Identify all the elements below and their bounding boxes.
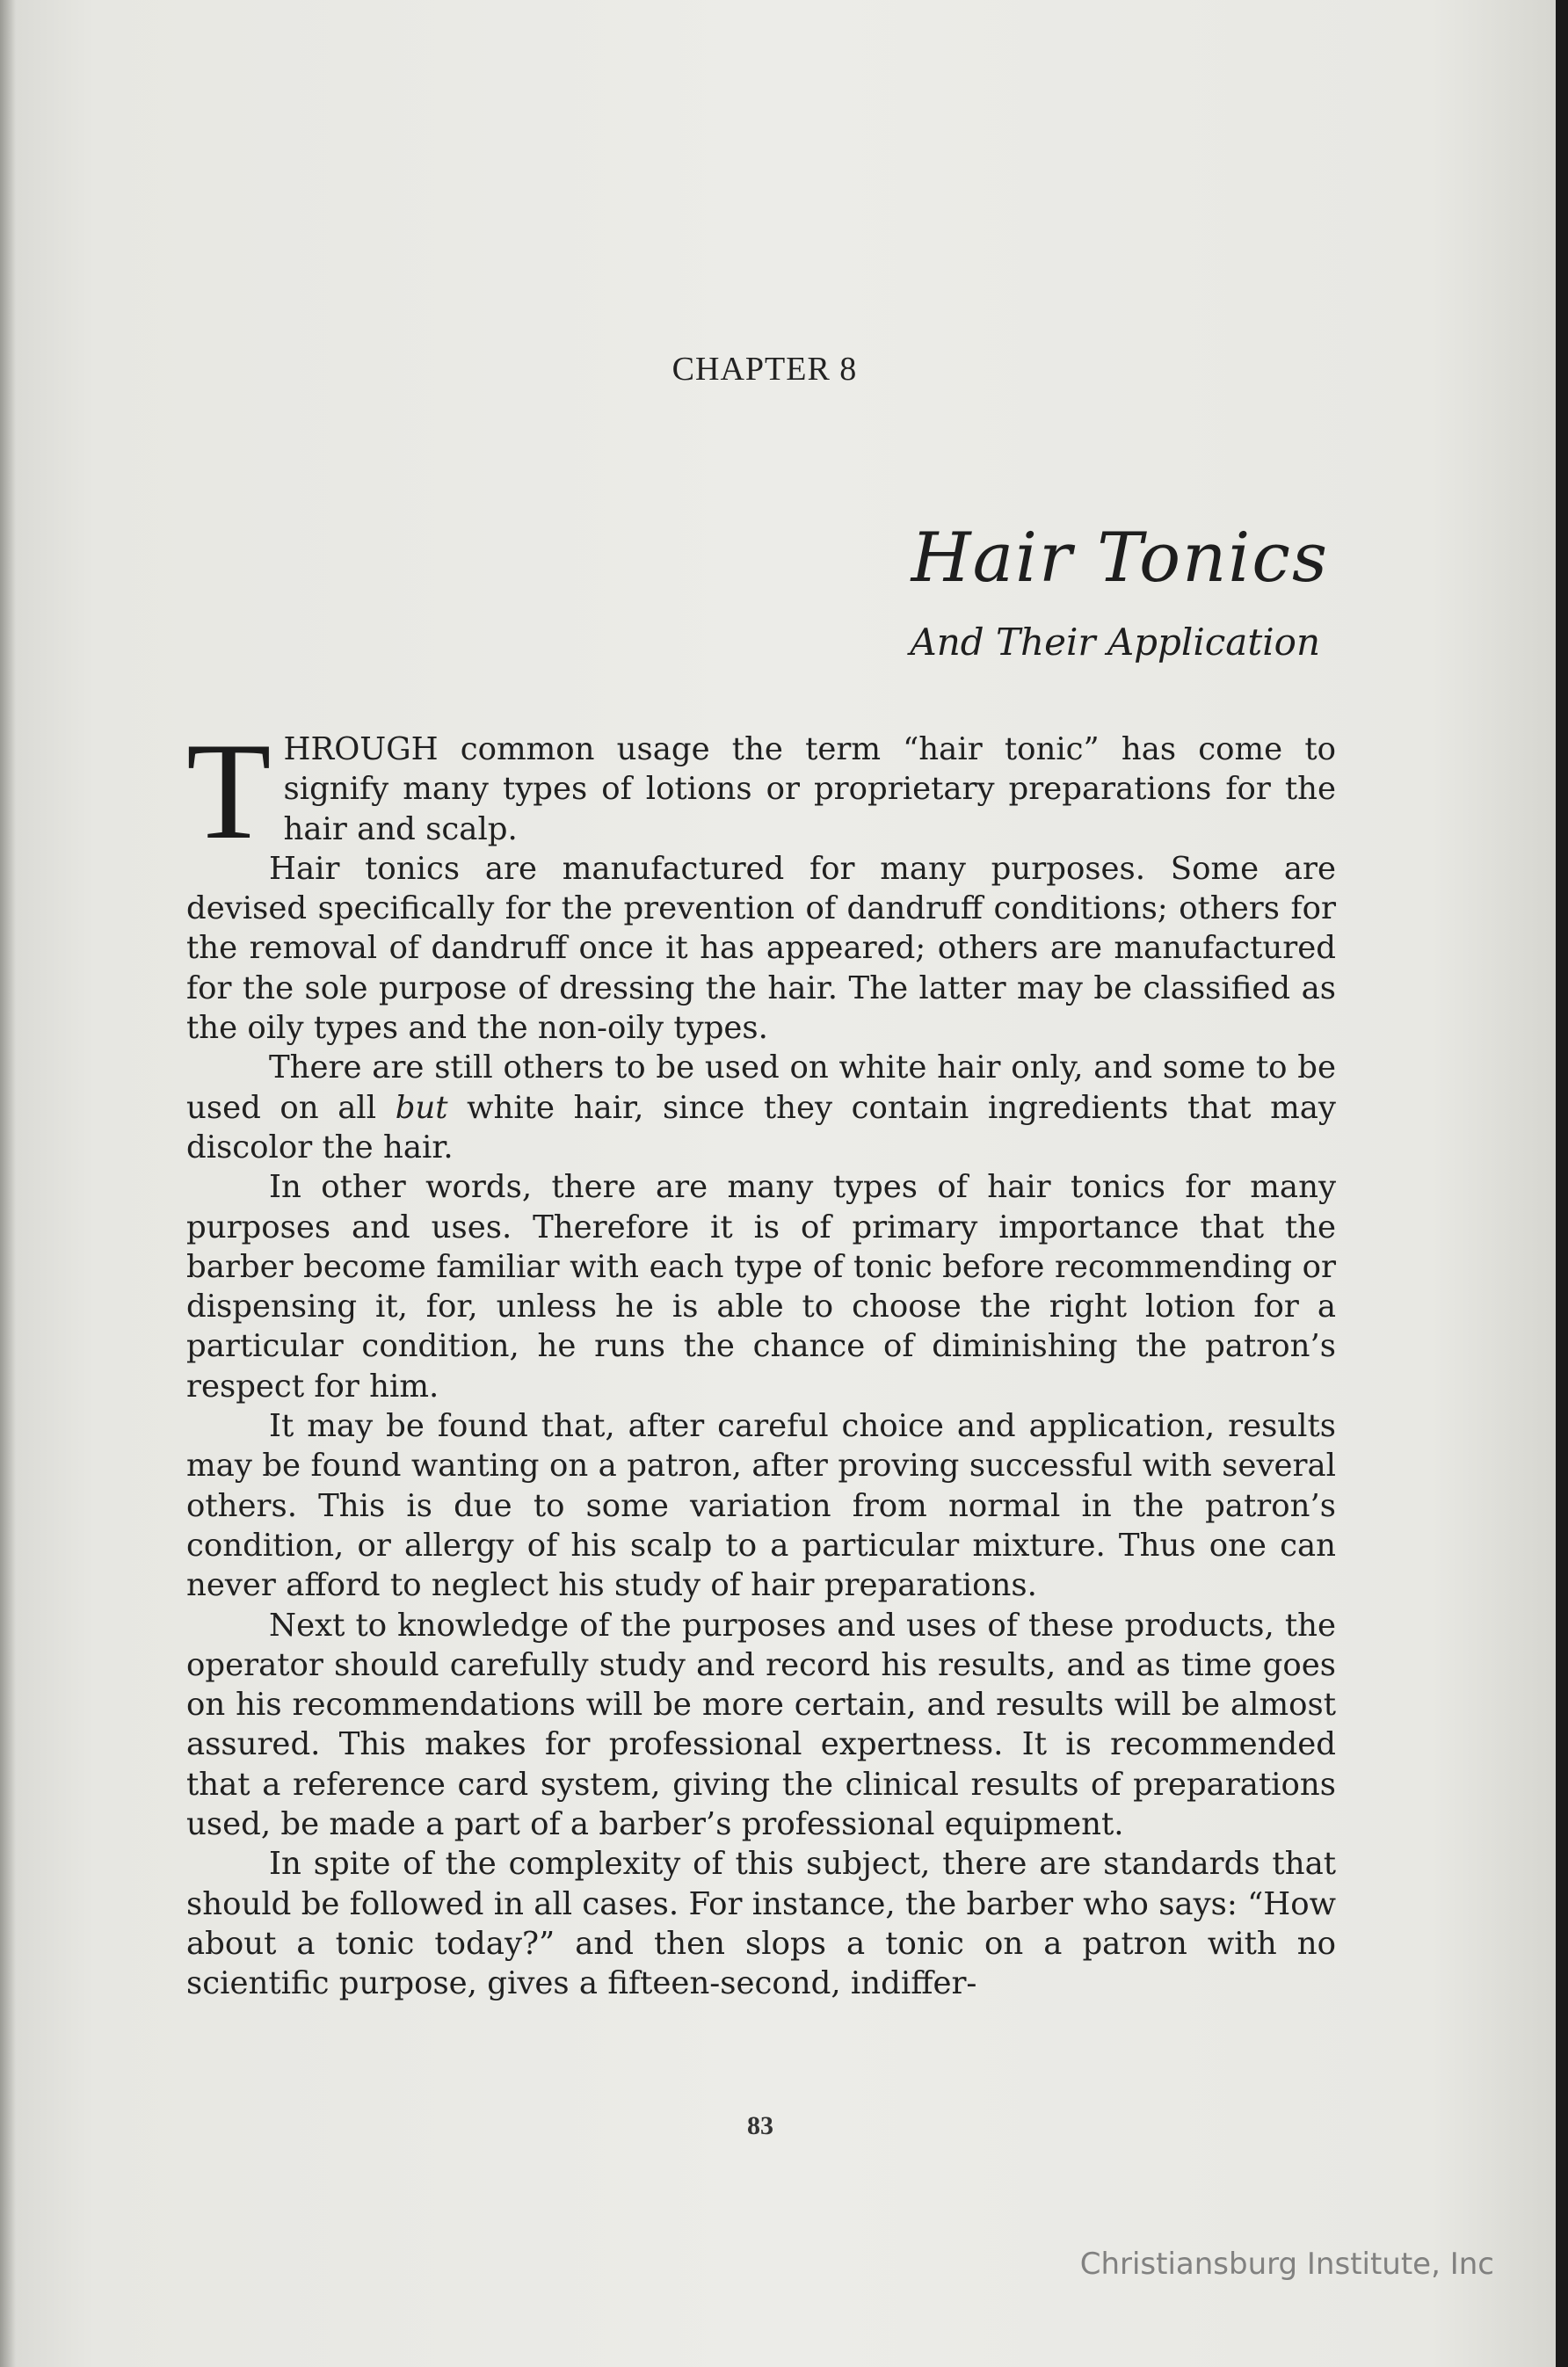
drop-cap: T	[186, 715, 272, 868]
body-text	[186, 715, 1336, 2004]
page-number: 83	[747, 2111, 773, 2140]
paragraph-2: Hair tonics are manufactured for many purposes. Some are devised specifically for the prevention of dandruff conditions; others for the removal of dandruff once it has appeared; others are manufactured for the sole purpose of dressing the hair. The latter may be classified as the oily types and the non-oily types.	[186, 850, 1336, 1047]
paragraph-3-before: There are still others to be used on white hair only, and some to be used on all	[186, 1049, 1336, 1126]
paragraph-3	[186, 1048, 1336, 1167]
paragraph-3-after: white hair, since they contain ingredients that may discolor the hair.	[186, 1089, 1336, 1165]
chapter-title: Hair Tonics	[911, 519, 1329, 598]
watermark: Christiansburg Institute, Inc	[1079, 2247, 1494, 2282]
paragraph-7: In spite of the complexity of this subject, there are standards that should be followed in all cases. For instance, the barber who says: “How about a tonic today?” and then slops a tonic on a patron with no scientific purpose, gives a fifteen-second, indiffer-	[186, 1846, 1336, 2002]
chapter-subtitle: And Their Application	[910, 621, 1320, 664]
paragraph-1	[186, 715, 1336, 868]
paragraph-4: In other words, there are many types of hair tonics for many purposes and uses. Therefore it is of primary importance that the barber become familiar with each type of tonic before recommending or dispensing it, for, unless he is able to choose the right lotion for a particular condition, he runs the chance of diminishing the patron’s respect for him.	[186, 1169, 1336, 1405]
paragraph-6: Next to knowledge of the purposes and uses of these products, the operator should carefully study and record his results, and as time goes on his recommendations will be more certain, and results will be almost assured. This makes for professional expertness. It is recommended that a reference card system, giving the clinical results of preparations used, be made a part of a barber’s professional equipment.	[186, 1607, 1336, 1843]
paragraph-3-emphasis: but	[395, 1089, 448, 1126]
paragraph-1-text: HROUGH common usage the term “hair tonic” has come to signify many types of lotions or proprietary preparations for the hair and scalp.	[283, 731, 1336, 847]
paragraph-5: It may be found that, after careful choice and application, results may be found wanting on a patron, after proving successful with several others. This is due to some variation from normal in the patron’s condition, or allergy of his scalp to a particular mixture. Thus one can never afford to neglect his study of hair preparations.	[186, 1408, 1336, 1604]
chapter-label: CHAPTER 8	[671, 351, 858, 388]
